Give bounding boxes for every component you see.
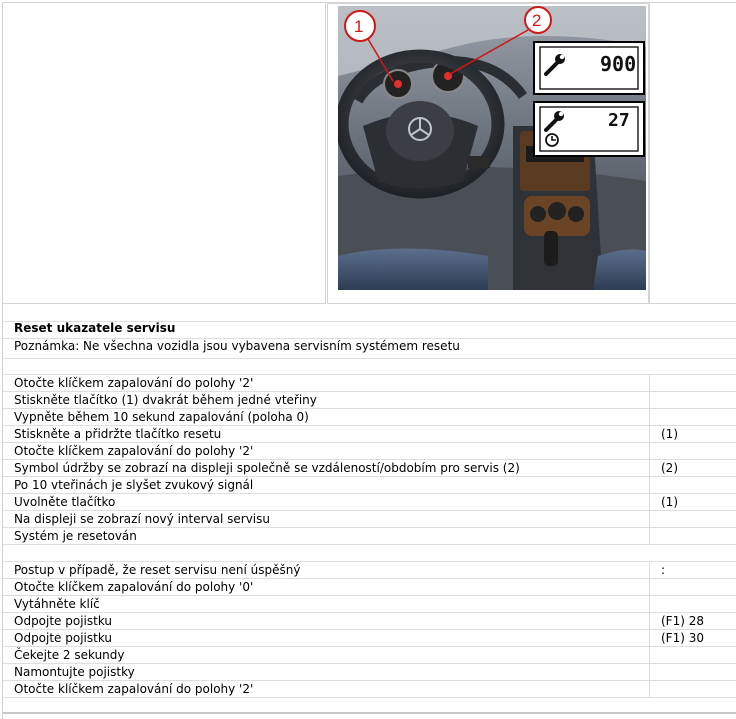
step-ref: (F1) 28	[661, 614, 704, 628]
step-row	[3, 426, 736, 443]
step-text: Stiskněte tlačítko (1) dvakrát během jedné vteřiny	[14, 393, 317, 407]
fallback-steps-list	[3, 579, 736, 698]
step-row	[3, 630, 736, 647]
callout-2-label: 2	[532, 11, 542, 30]
step-text: Namontujte pojistky	[14, 665, 135, 679]
fallback-header-row	[3, 562, 736, 579]
callout-1-label: 1	[354, 17, 364, 36]
step-ref-cell	[649, 579, 736, 595]
step-text: Otočte klíčkem zapalování do polohy '0'	[14, 580, 254, 594]
step-ref-cell	[649, 392, 736, 408]
display-top-value: 900	[600, 52, 637, 76]
step-ref-cell	[649, 375, 736, 391]
step-ref-cell	[649, 511, 736, 527]
bottom-rule	[3, 712, 736, 714]
step-ref-cell	[649, 494, 736, 510]
steps-list	[3, 375, 736, 545]
step-ref-cell	[649, 664, 736, 680]
step-row	[3, 409, 736, 426]
step-row	[3, 681, 736, 698]
step-text: Otočte klíčkem zapalování do polohy '2'	[14, 444, 254, 458]
step-ref: (2)	[661, 461, 678, 475]
section-note: Poznámka: Ne všechna vozidla jsou vybavena servisním systémem resetu	[14, 339, 460, 353]
display-bottom-value: 27	[608, 110, 630, 131]
section-title: Reset ukazatele servisu	[14, 321, 176, 335]
dashboard-illustration	[338, 6, 646, 290]
step-text: Po 10 vteřinách je slyšet zvukový signál	[14, 478, 254, 492]
instructions-table	[3, 305, 736, 698]
step-row	[3, 443, 736, 460]
dashboard-photo	[338, 6, 646, 290]
step-ref: (1)	[661, 495, 678, 509]
step-ref-cell	[649, 409, 736, 425]
step-ref: (1)	[661, 427, 678, 441]
spacer-row	[3, 359, 736, 375]
step-row	[3, 375, 736, 392]
step-text: Na displeji se zobrazí nový interval servisu	[14, 512, 270, 526]
step-row	[3, 528, 736, 545]
step-row	[3, 613, 736, 630]
step-ref-cell	[649, 426, 736, 442]
step-text: Systém je resetován	[14, 529, 137, 543]
note-row	[3, 322, 736, 353]
spacer-row	[3, 545, 736, 562]
step-text: Odpojte pojistku	[14, 614, 113, 628]
step-row	[3, 477, 736, 494]
header-empty-cell-left	[3, 3, 326, 304]
step-ref-cell	[649, 647, 736, 663]
step-text: Odpojte pojistku	[14, 631, 113, 645]
step-ref-cell	[649, 460, 736, 476]
step-ref-cell	[649, 596, 736, 612]
step-text: Vytáhněte klíč	[14, 597, 100, 611]
step-row	[3, 647, 736, 664]
step-ref-cell	[649, 477, 736, 493]
fallback-header-ref: :	[661, 563, 666, 577]
step-ref-cell	[649, 443, 736, 459]
step-row	[3, 494, 736, 511]
step-ref-cell	[649, 630, 736, 646]
step-text: Symbol údržby se zobrazí na displeji společně se vzdáleností/obdobím pro servis (2)	[14, 461, 520, 475]
fallback-header: Postup v případě, že reset servisu není úspěšný	[14, 563, 301, 577]
step-ref: (F1) 30	[661, 631, 704, 645]
figure-cell	[327, 3, 649, 304]
step-text: Uvolněte tlačítko	[14, 495, 116, 509]
step-row	[3, 664, 736, 681]
step-row	[3, 511, 736, 528]
step-row	[3, 596, 736, 613]
step-text: Vypněte během 10 sekund zapalování (poloha 0)	[14, 410, 309, 424]
step-row	[3, 460, 736, 477]
step-text: Stiskněte a přidržte tlačítko resetu	[14, 427, 222, 441]
step-ref-cell	[649, 681, 736, 697]
spacer-row	[3, 339, 736, 359]
step-ref-cell	[649, 613, 736, 629]
header-empty-cell-right	[649, 3, 736, 304]
step-row	[3, 579, 736, 596]
step-text: Otočte klíčkem zapalování do polohy '2'	[14, 376, 254, 390]
step-ref-cell	[649, 528, 736, 544]
step-text: Čekejte 2 sekundy	[14, 648, 125, 662]
section-title-row	[3, 305, 736, 335]
step-row	[3, 392, 736, 409]
step-text: Otočte klíčkem zapalování do polohy '2'	[14, 682, 254, 696]
